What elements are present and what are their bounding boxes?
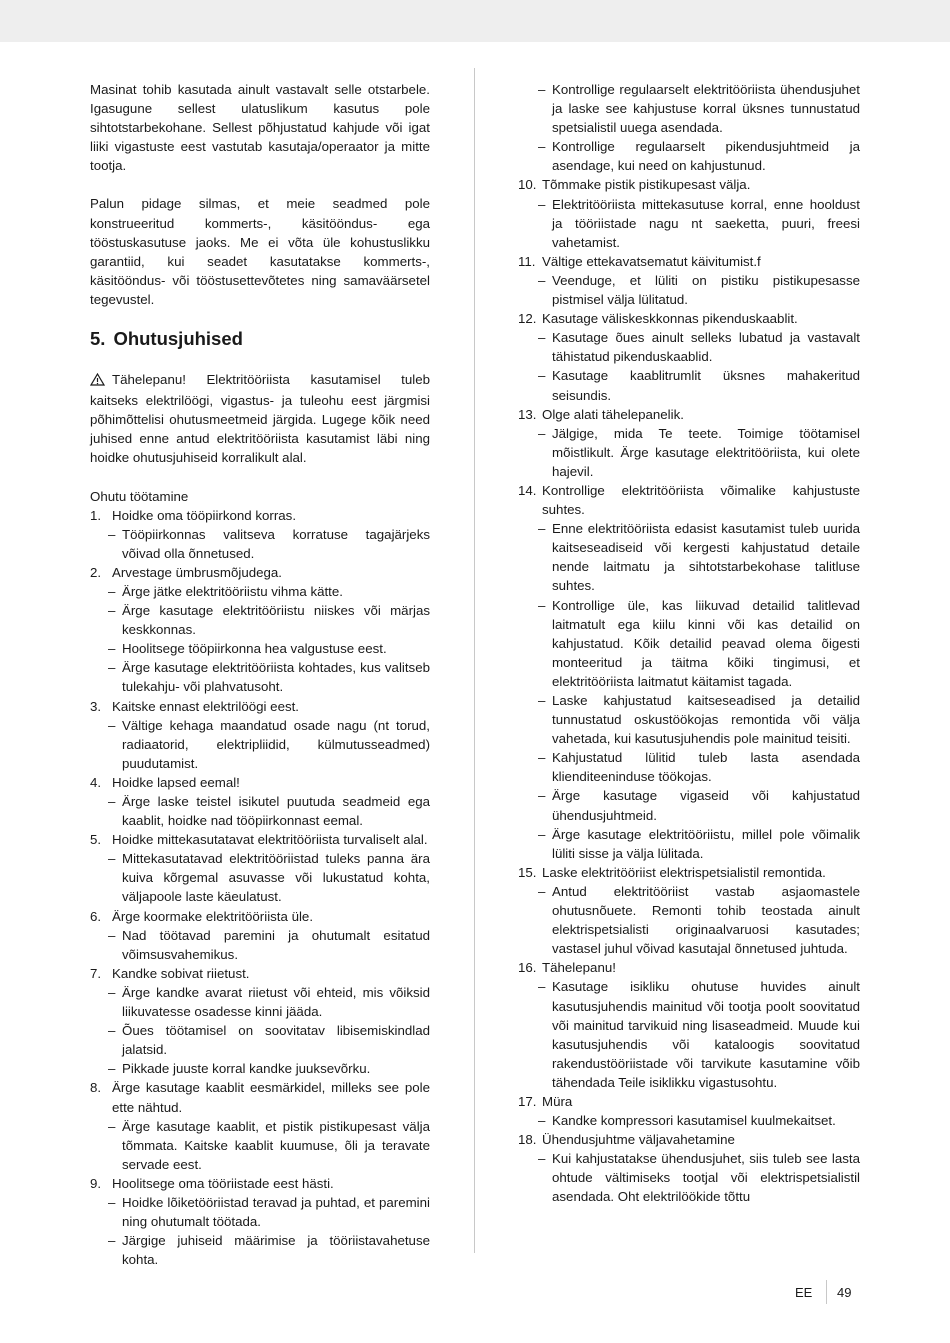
- list-sub-item: [518, 748, 860, 786]
- right-column: [518, 80, 860, 1207]
- dash-marker: –: [538, 979, 546, 995]
- dash-marker: –: [108, 526, 116, 542]
- list-sub-item: [90, 716, 430, 773]
- list-item-text: Olge alati tähelepanelik.: [542, 406, 684, 422]
- list-item-number: 9.: [90, 1175, 102, 1191]
- dash-marker: –: [538, 425, 546, 441]
- list-item-number: 5.: [90, 832, 102, 848]
- list-item-number: 12.: [518, 311, 537, 327]
- list-sub-item: [518, 825, 860, 863]
- list-item-text: Kasutage väliskeskkonnas pikenduskaablit.: [542, 311, 798, 327]
- list-item: [90, 773, 430, 792]
- list-sub-item-text: Kahjustatud lülitid tuleb lasta asendada klienditeeninduse töökojas.: [552, 750, 860, 785]
- dash-marker: –: [538, 272, 546, 288]
- list-item-number: 6.: [90, 908, 102, 924]
- dash-marker: –: [538, 1113, 546, 1129]
- list-item: [518, 481, 860, 519]
- list-sub-item-text: Kontrollige regulaarselt pikendusjuhtmeid ja asendage, kui need on kahjustunud.: [552, 139, 860, 174]
- intro-paragraph-1: Masinat tohib kasutada ainult vastavalt selle otstarbele. Igasugune sellest ulatuslikum kasutus pole sihtotstarbekohane. Sellest põhjustatud kahjude või igat liiki vigastuste eest vastutab kasutaja/operaator ja mitte tootja.: [90, 82, 430, 174]
- section-number: 5.: [90, 328, 106, 350]
- list-sub-item-text: Hoidke lõiketööriistad teravad ja puhtad, et paremini ning ohutumalt töötada.: [122, 1194, 430, 1230]
- list-sub-item: [90, 1021, 430, 1059]
- list-sub-item-text: Kasutage isikliku ohutuse huvides ainult kasutusjuhendis mainitud või tootja poolt soovitatud või mainitud tarvikuid ning lisaseadmeid. Muude kui kasutusjuhendis või kataloogis soovitatud rakendustööriistade või tarvikute kasutamine võib tähendada Teile isiklikku vigastusohtu.: [552, 979, 860, 1090]
- list-sub-item: [518, 424, 860, 481]
- list-sub-item: [518, 786, 860, 824]
- list-item-number: 13.: [518, 406, 537, 422]
- dash-marker: –: [538, 368, 546, 384]
- list-sub-item: [518, 195, 860, 252]
- list-item: [518, 1130, 860, 1149]
- list-sub-item: [518, 328, 860, 366]
- dash-marker: –: [108, 794, 116, 809]
- dash-marker: –: [108, 1118, 116, 1134]
- dash-marker: –: [538, 139, 546, 155]
- list-sub-item-text: Kandke kompressori kasutamisel kuulmekaitset.: [552, 1113, 836, 1129]
- list-item-text: Hoidke oma tööpiirkond korras.: [112, 507, 297, 523]
- list-item: [518, 1092, 860, 1111]
- list-sub-item: [518, 271, 860, 309]
- dash-marker: –: [538, 750, 546, 766]
- list-item: [90, 697, 430, 716]
- list-sub-item: [518, 1111, 860, 1130]
- list-item-text: Müra: [542, 1093, 573, 1109]
- list-sub-item: [518, 977, 860, 1092]
- list-item-text: Ärge koormake elektritööriista üle.: [112, 908, 314, 924]
- left-safety-list: [90, 506, 430, 1270]
- list-item-number: 11.: [518, 253, 536, 269]
- list-sub-item-text: Elektritööriista mittekasutuse korral, enne hooldust ja tööriistade nagu nt saeketta, puuri, freesi vahetamist.: [552, 196, 860, 250]
- list-item: [518, 252, 860, 271]
- list-sub-item-text: Jälgige, mida Te teete. Toimige töötamisel mõistlikult. Ärge kasutage elektritööriista, kui olete hajevil.: [552, 425, 860, 479]
- dash-marker: –: [108, 1233, 116, 1249]
- list-sub-item-text: Mittekasutatavad elektritööriistad tuleks panna ära kuiva kõrgemal asuvasse või lukustatud kohta, väljapoole laste käeulatust.: [122, 851, 430, 905]
- warning-paragraph: [90, 370, 430, 467]
- list-sub-item: [90, 792, 430, 830]
- list-sub-item: [90, 639, 430, 658]
- list-sub-item-text: Kui kahjustatakse ühendusjuhet, siis tuleb see lasta ohtude vältimiseks tootjal või elektrispetsialistil asendada. Oht elektrilöökide tõttu: [552, 1151, 860, 1205]
- warning-icon: [90, 372, 106, 391]
- list-sub-item-text: Hoolitsege tööpiirkonna hea valgustuse eest.: [122, 641, 387, 657]
- list-item: [90, 563, 430, 582]
- list-item-number: 15.: [518, 864, 537, 880]
- list-item-text: Kaitske ennast elektrilöögi eest.: [112, 698, 300, 714]
- dash-marker: –: [538, 82, 546, 97]
- list-item: [90, 1174, 430, 1193]
- list-sub-item-text: Õues töötamisel on soovitatav libisemiskindlad jalatsid.: [122, 1023, 430, 1058]
- list-sub-item-text: Veenduge, et lüliti on pistiku pistikupesasse pistmisel välja lülitatud.: [552, 272, 860, 308]
- list-sub-item: [90, 582, 430, 601]
- list-item-text: Ärge kasutage kaablit eesmärkidel, milleks see pole ette nähtud.: [112, 1080, 430, 1115]
- dash-marker: –: [108, 1061, 116, 1077]
- list-sub-item-text: Kontrollige regulaarselt elektritööriista ühendusjuhet ja laske see kahjustuse korral üksnes tunnustatud spetsialistil uuega asendada.: [552, 82, 860, 136]
- list-item-text: Tõmmake pistik pistikupesast välja.: [542, 177, 751, 193]
- list-sub-item-text: Ärge laske teistel isikutel puutuda seadmeid ega kaablit, hoidke nad tööpiirkonnast eemal.: [122, 794, 430, 829]
- list-item: [518, 863, 860, 882]
- list-sub-item-text: Pikkade juuste korral kandke juuksevõrku.: [122, 1061, 371, 1077]
- dash-marker: –: [108, 984, 116, 1000]
- footer-language: EE: [795, 1285, 813, 1300]
- dash-marker: –: [538, 693, 546, 708]
- list-sub-item: [90, 1059, 430, 1078]
- section-title: Ohutusjuhised: [113, 328, 243, 350]
- list-item-text: Kandke sobivat riietust.: [112, 965, 250, 981]
- dash-marker: –: [108, 641, 116, 657]
- dash-marker: –: [108, 851, 116, 867]
- left-column: [90, 80, 430, 1269]
- page-number: 49: [837, 1285, 852, 1300]
- list-sub-item: [518, 519, 860, 595]
- list-item: [90, 1078, 430, 1116]
- list-sub-item-text: Ärge kasutage elektritööriista kohtades, kus valitseb tulekahju- või plahvatusoht.: [122, 660, 430, 695]
- right-safety-list: [518, 175, 860, 1206]
- list-sub-item: [518, 1149, 860, 1206]
- list-item-number: 14.: [518, 482, 537, 498]
- list-item-number: 18.: [518, 1132, 537, 1148]
- dash-marker: –: [538, 597, 546, 613]
- dash-marker: –: [108, 583, 116, 599]
- dash-marker: –: [108, 660, 116, 676]
- list-sub-item: [90, 525, 430, 563]
- list-sub-item-text: Ärge kasutage elektritööriistu, millel pole võimalik lüliti sisse ja välja lülitada.: [552, 826, 860, 861]
- list-item-number: 4.: [90, 774, 102, 790]
- column-divider: [474, 68, 475, 1253]
- list-sub-item-text: Kasutage kaablitrumlit üksnes mahakeritud seisundis.: [552, 368, 860, 403]
- list-sub-item-text: Ärge jätke elektritööriistu vihma kätte.: [122, 583, 343, 599]
- list-item-text: Hoidke lapsed eemal!: [112, 774, 240, 790]
- footer-divider: [826, 1280, 827, 1304]
- list-item: [518, 405, 860, 424]
- list-sub-item: [90, 1193, 430, 1231]
- list-sub-item-text: Kontrollige üle, kas liikuvad detailid talitlevad laitmatult ega kiilu kinni või kas detailid on kahjustatud. Kõik detailid peavad olema õigesti monteeritud ja täitma kõiki tingimusi, et elektritööriista laitmatut käitamist tagada.: [552, 597, 860, 689]
- list-item-text: Hoidke mittekasutatavat elektritööriista turvaliselt alal.: [112, 832, 428, 848]
- dash-marker: –: [108, 603, 116, 619]
- list-sub-item-text: Antud elektritööriist vastab asjaomastele ohutusnõuete. Remonti tohib teostada ainult elektrispetsialisti originaalvaruosi kasutades; vastasel juhul võivad kasutajal õnnetused juhtuda.: [552, 883, 860, 957]
- dash-marker: –: [108, 717, 116, 733]
- intro-paragraph-2: Palun pidage silmas, et meie seadmed pole konstrueeritud kommerts-, käsitööndus- ega tööstuskasutuse jaoks. Me ei võta üle kohustuslikku garantiid, kui seadet kasutatakse kommerts-, käsitööndus- või tööstusettevõtetes ning samaväärsetel tegevustel.: [90, 196, 430, 307]
- list-sub-item-text: Ärge kasutage kaablit, et pistik pistikupesast välja tõmmata. Kaitske kaablit kuumuse, õli ja teravate servade eest.: [122, 1118, 430, 1172]
- list-item-text: Arvestage ümbrusmõjudega.: [112, 564, 282, 580]
- list-item-number: 1.: [90, 507, 102, 523]
- list-sub-item: [518, 882, 860, 958]
- list-sub-item: [90, 983, 430, 1021]
- list-sub-item-text: Laske kahjustatud kaitseseadised ja detailid tunnustatud oskustöökojas remontida või välja vahetada, kui kasutusjuhendis pole mainitud teisiti.: [552, 693, 860, 747]
- dash-marker: –: [538, 330, 546, 346]
- list-sub-item: [90, 658, 430, 696]
- list-sub-item: [518, 596, 860, 691]
- list-sub-item: [518, 691, 860, 748]
- list-item: [90, 964, 430, 983]
- list-sub-item: [518, 366, 860, 404]
- list-item-text: Ühendusjuhtme väljavahetamine: [542, 1132, 735, 1148]
- list-item: [90, 506, 430, 525]
- dash-marker: –: [538, 196, 546, 212]
- list-sub-item: [90, 926, 430, 964]
- top-bar: [0, 0, 950, 42]
- list-item: [90, 907, 430, 926]
- dash-marker: –: [538, 826, 546, 842]
- dash-marker: –: [538, 1151, 546, 1167]
- dash-marker: –: [538, 521, 546, 537]
- list-sub-item-text: Enne elektritööriista edasist kasutamist tuleb uurida kaitseseadiseid või kergesti kahjustatud detaile nende laitmatu ja sihtotstarbekohase talitluse suhtes.: [552, 521, 860, 594]
- list-item-text: Tähelepanu!: [542, 960, 616, 976]
- list-sub-item-text: Vältige kehaga maandatud osade nagu (nt torud, radiaatorid, elektripliidid, külmutusseadmed) puudutamist.: [122, 717, 430, 771]
- list-item-number: 17.: [518, 1093, 537, 1109]
- list-item: [518, 175, 860, 194]
- list-item-number: 8.: [90, 1080, 102, 1096]
- list-sub-item-text: Tööpiirkonnas valitseva korratuse tagajärjeks võivad olla õnnetused.: [122, 526, 430, 561]
- dash-marker: –: [108, 1023, 116, 1039]
- list-sub-item-text: Järgige juhiseid määrimise ja tööriistavahetuse kohta.: [122, 1233, 430, 1268]
- list-item-number: 7.: [90, 965, 102, 981]
- list-sub-item: [518, 137, 860, 175]
- list-sub-item-text: Ärge kasutage vigaseid või kahjustatud ühendusjuhtmeid.: [552, 788, 860, 823]
- dash-marker: –: [538, 788, 546, 804]
- list-sub-item-text: Ärge kandke avarat riietust või ehteid, mis võiksid liikuvatesse osadesse kinni jääda.: [122, 984, 430, 1020]
- list-sub-item-text: Nad töötavad paremini ja ohutumalt esitatud võimsusvahemikus.: [122, 927, 430, 962]
- continued-list: [518, 80, 860, 175]
- list-item-number: 10.: [518, 177, 537, 193]
- list-item-text: Laske elektritööriist elektrispetsialistil remontida.: [542, 864, 826, 880]
- list-item-number: 3.: [90, 698, 102, 714]
- dash-marker: –: [538, 883, 546, 899]
- section-heading: [90, 327, 430, 351]
- list-item-text: Hoolitsege oma tööriistade eest hästi.: [112, 1175, 334, 1191]
- list-item-text: Kontrollige elektritööriista võimalike kahjustuste suhtes.: [542, 482, 860, 518]
- list-item-text: Vältige ettekavatsematut käivitumist.f: [542, 253, 761, 269]
- list-sub-item: [90, 1231, 430, 1269]
- warning-text: Tähelepanu! Elektritööriista kasutamisel tuleb kaitseks elektrilöögi, vigastus- ja tuleohu eest järgmisi põhimõttelisi ohutusmeetmeid järgida. Lugege kõik need juhised enne antud elektritööriista kasutamist läbi ning hoidke ohutusjuhiseid korralikult alal.: [90, 372, 430, 466]
- list-sub-item: [90, 849, 430, 906]
- list-sub-item: [90, 601, 430, 639]
- list-sub-item-text: Kasutage õues ainult selleks lubatud ja vastavalt tähistatud pikenduskaablid.: [552, 330, 860, 365]
- list-sub-item-text: Ärge kasutage elektritööriistu niiskes või märjas keskkonnas.: [122, 603, 430, 638]
- list-item-number: 2.: [90, 564, 102, 580]
- subsection-title: Ohutu töötamine: [90, 488, 189, 504]
- list-item: [518, 309, 860, 328]
- list-sub-item: [518, 80, 860, 137]
- list-item-number: 16.: [518, 960, 537, 976]
- dash-marker: –: [108, 927, 116, 943]
- dash-marker: –: [108, 1194, 116, 1210]
- list-item: [518, 958, 860, 977]
- list-sub-item: [90, 1117, 430, 1174]
- list-item: [90, 830, 430, 849]
